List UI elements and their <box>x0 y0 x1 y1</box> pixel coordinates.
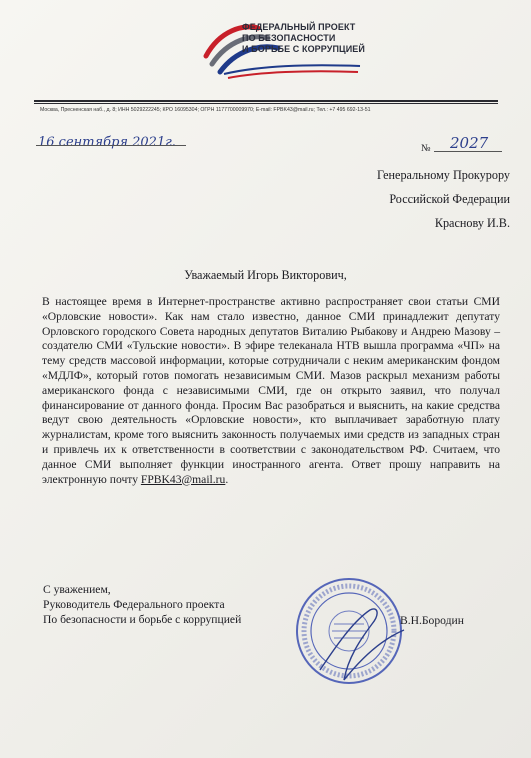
addressee-line3: Краснову И.В. <box>434 216 510 230</box>
date-underline <box>36 145 186 146</box>
org-name <box>242 22 402 55</box>
closing-line3: По безопасности и борьбе с коррупцией <box>43 613 242 626</box>
org-name-line2: ПО БЕЗОПАСНОСТИ <box>242 33 336 43</box>
org-name-line3: И БОРЬБЕ С КОРРУПЦИЕЙ <box>242 44 365 54</box>
letter-body <box>42 295 500 487</box>
addressee-line2: Российской Федерации <box>389 192 510 206</box>
closing-line2: Руководитель Федерального проекта <box>43 598 225 611</box>
number-underline <box>434 151 502 152</box>
header-rule <box>34 100 498 102</box>
addressee-line1: Генеральному Прокурору <box>377 168 510 182</box>
handwritten-date: 16 сентября 2021г. <box>38 135 176 150</box>
handwritten-number: 2027 <box>450 134 489 152</box>
salutation: Уважаемый Игорь Викторович, <box>184 268 347 282</box>
email-link[interactable]: FPBK43@mail.ru <box>140 472 226 486</box>
body-text: В настоящее время в Интернет-пространстве активно распространяет свои статьи СМИ «Орловские новости». Как нам стало известно, данное СМИ принадлежит депутату Орловского городского Совета народных депутатов Виталию Рыбакову и Андрею Мазову – создателю СМИ «Тульские новости». В эфире телеканала НТВ вышла программа «ЧП» на тему средств массовой информации, которые сотрудничали с неким американским фондом «МДЛФ», который готов помогать независимым СМИ. Мазов раскрыл механизм работы американского фонда с независимыми СМИ, где он открыто заявил, что получал финансирование от данного фонда. Просим Вас разобраться и выяснить, на какие средства ведут свою деятельность «Орловские новости», кто выплачивает заработную плату журналистам, кроме того выяснить законность получаемых ими средств из западных стран и привлечь их к ответственности в соответствии с законодательством РФ. Считаем, что данное СМИ выполняет функции иностранного агента. Ответ прошу направить на электронную почту <box>42 295 500 486</box>
contacts-line: Москва, Пресненская наб., д. 8; ИНН 5029222245; КРО 16095304; ОГРН 1177700009970; E-mail: FPBK43@mail.ru; Тел.: +7 495 692-13-51 <box>40 107 371 113</box>
closing-block <box>43 582 241 627</box>
signer-name: В.Н.Бородин <box>400 614 464 627</box>
addressee-block <box>330 163 510 235</box>
body-end: . <box>225 472 229 486</box>
number-label: № <box>421 143 431 154</box>
closing-line1: С уважением, <box>43 583 111 596</box>
org-name-line1: ФЕДЕРАЛЬНЫЙ ПРОЕКТ <box>242 22 356 32</box>
header-rule-thin <box>34 103 498 104</box>
